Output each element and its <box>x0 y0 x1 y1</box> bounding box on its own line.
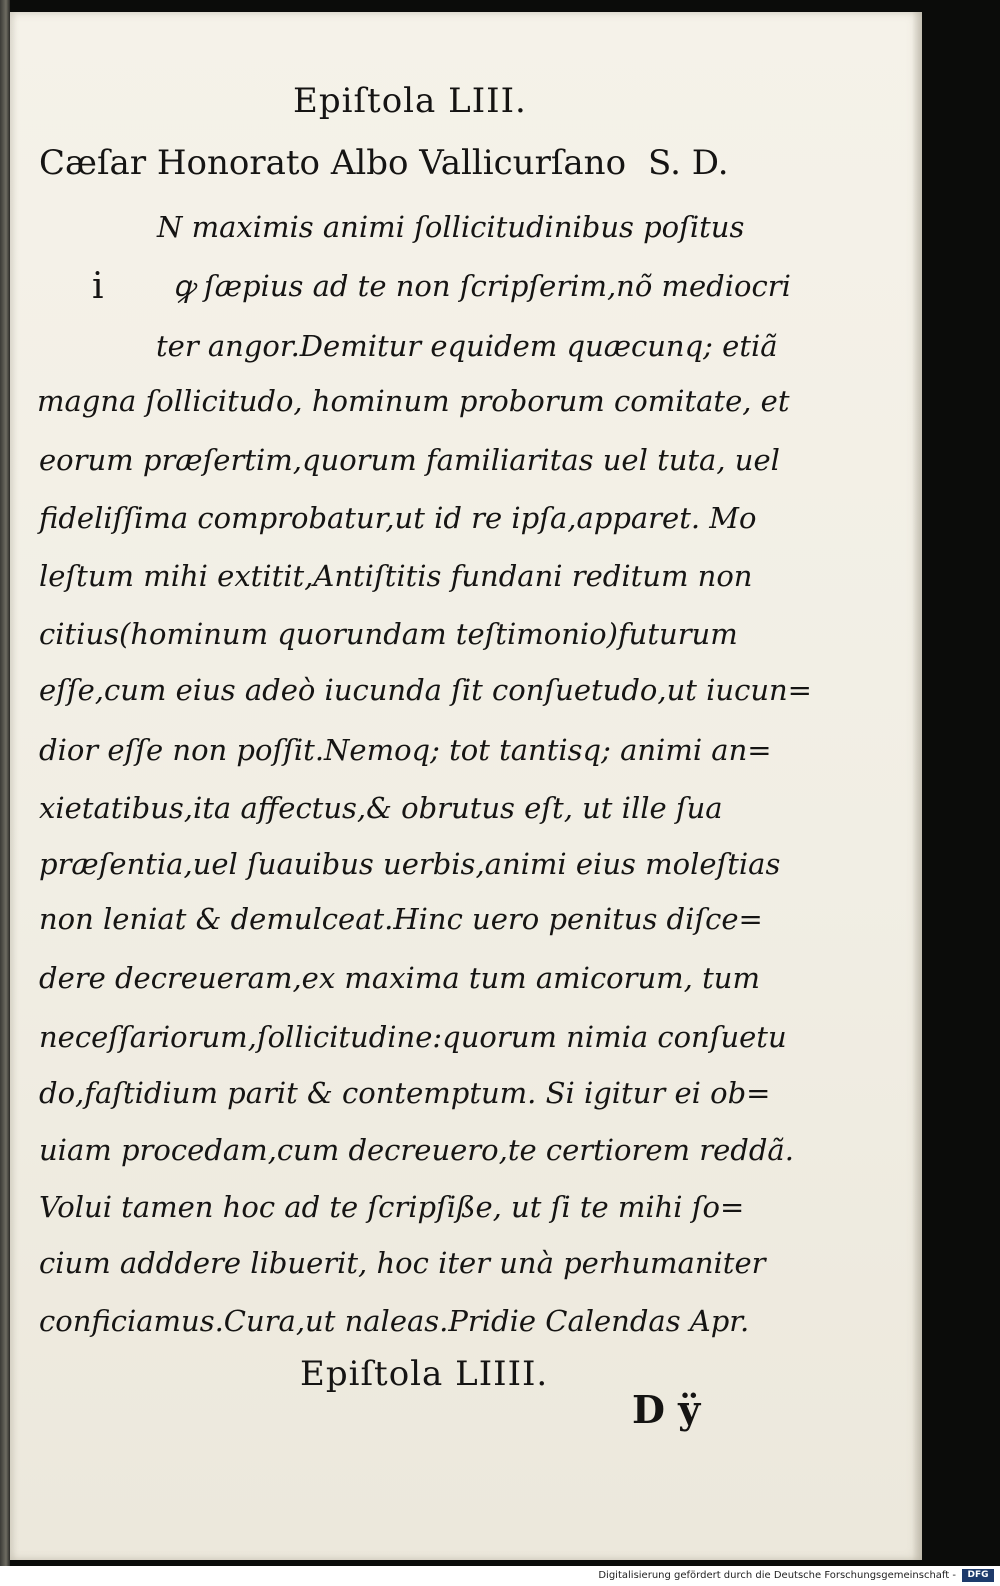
body-line-20: conficiamus.Cura,ut naleas.Pridie Calendas Apr. <box>39 1304 750 1338</box>
body-line-12: præſentia,uel ſuauibus uerbis,animi eius moleſtias <box>39 847 781 881</box>
body-line-17: uiam procedam,cum decreuero,te certiorem reddã. <box>39 1133 794 1167</box>
next-letter-heading: Epiſtola LIIII. <box>300 1354 549 1394</box>
body-line-4: magna ſollicitudo, hominum proborum comitate, et <box>37 384 790 418</box>
salutation-suffix: S. D. <box>648 143 729 183</box>
body-line-19: cium adddere libuerit, hoc iter unà perhumaniter <box>39 1246 766 1280</box>
body-line-5: eorum præſertim,quorum familiaritas uel tuta, uel <box>39 443 780 477</box>
body-line-7: leſtum mihi extitit,Antiſtitis fundani reditum non <box>39 559 753 593</box>
body-line-10: dior eſſe non poſſit.Nemoq; tot tantisq; animi an= <box>39 733 772 767</box>
body-line-14: dere decreueram,ex maxima tum amicorum, tum <box>39 961 760 995</box>
book-spine-edge <box>0 0 10 1586</box>
book-page <box>10 12 922 1560</box>
body-line-3: ter angor.Demitur equidem quæcunq; etiã <box>156 329 778 363</box>
body-line-1: N maximis animi ſollicitudinibus poſitus <box>157 210 745 244</box>
body-line-2: ꝙ ſæpius ad te non ſcripſerim,nõ mediocri <box>173 269 791 303</box>
body-line-8: citius(hominum quorundam teſtimonio)futurum <box>39 617 738 651</box>
body-line-13: non leniat & demulceat.Hinc uero penitus diſce= <box>39 902 763 936</box>
signature-mark: D ÿ <box>632 1387 701 1432</box>
funding-credit: Digitalisierung gefördert durch die Deutsche Forschungsgemeinschaft - <box>598 1570 956 1581</box>
initial-letter-guide: i <box>92 266 104 307</box>
body-line-9: eſſe,cum eius adeò iucunda ſit conſuetudo,ut iucun= <box>39 673 812 707</box>
body-line-6: fideliſſima comprobatur,ut id re ipſa,apparet. Mo <box>39 501 757 535</box>
salutation: Cæſar Honorato Albo Vallicurſano <box>39 143 627 183</box>
page-text <box>10 12 922 1560</box>
dfg-logo: DFG <box>962 1569 994 1582</box>
body-line-15: neceſſariorum,ſollicitudine:quorum nimia conſuetu <box>39 1020 787 1054</box>
body-line-18: Volui tamen hoc ad te ſcripſiße, ut ſi te mihi ſo= <box>39 1190 745 1224</box>
letter-heading: Epiſtola LIII. <box>293 81 527 121</box>
body-line-11: xietatibus,ita affectus,& obrutus eſt, ut ille ſua <box>39 791 723 825</box>
body-line-16: do,faſtidium parit & contemptum. Si igitur ei ob= <box>39 1076 771 1110</box>
